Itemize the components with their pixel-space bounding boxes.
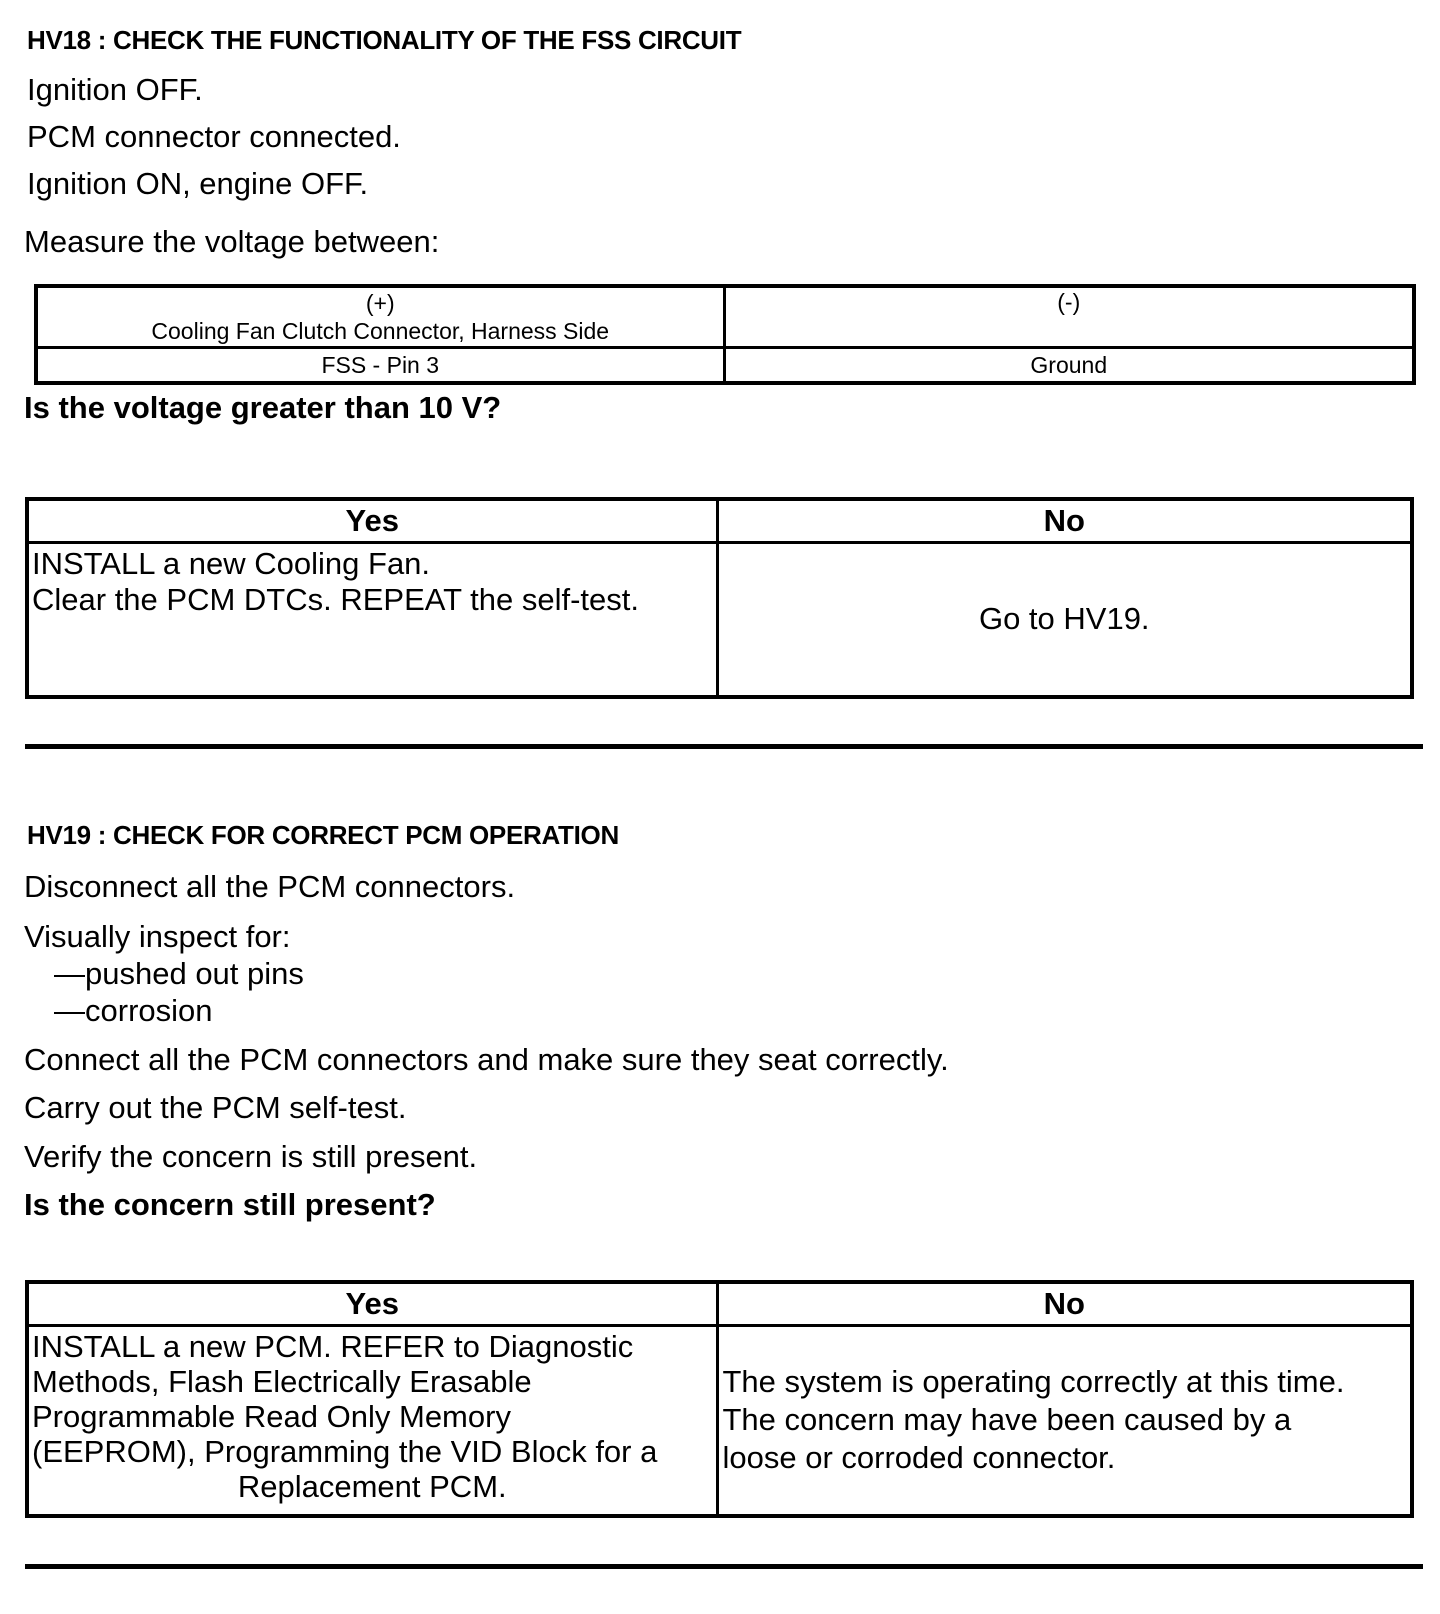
- hv19-title: HV19 : CHECK FOR CORRECT PCM OPERATION: [27, 820, 619, 850]
- hv19-yes-line-4: (EEPROM), Programming the VID Block for a: [32, 1434, 658, 1469]
- hv18-yes-line-1: INSTALL a new Cooling Fan.: [32, 546, 431, 581]
- hv19-result-table: [25, 1280, 1414, 1518]
- hv19-step-1: Disconnect all the PCM connectors.: [24, 869, 516, 904]
- hv19-no-line-2: The concern may have been caused by a: [722, 1402, 1292, 1438]
- hv18-result-table: [25, 497, 1414, 699]
- measure-positive-header-cell: [36, 286, 724, 348]
- inspect-item-pushed-out-pins: —pushed out pins: [54, 956, 304, 991]
- measure-negative-value: Ground: [724, 348, 1414, 384]
- hv19-yes-line-5: Replacement PCM.: [237, 1469, 507, 1504]
- hv18-step-2: PCM connector connected.: [27, 119, 401, 154]
- hv19-yes-line-3: Programmable Read Only Memory: [32, 1399, 511, 1434]
- hv18-yes-cell: [27, 543, 717, 697]
- hv19-step-5: Verify the concern is still present.: [24, 1139, 478, 1174]
- hv18-yes-header: Yes: [27, 499, 717, 543]
- hv18-yes-line-2: Clear the PCM DTCs. REPEAT the self-test.: [32, 582, 639, 617]
- hv18-title: HV18 : CHECK THE FUNCTIONALITY OF THE FSS CIRCUIT: [27, 25, 742, 55]
- section-divider-1: [25, 744, 1423, 749]
- hv18-step-4: Measure the voltage between:: [24, 224, 440, 259]
- hv19-step-4: Carry out the PCM self-test.: [24, 1090, 407, 1125]
- hv18-step-1: Ignition OFF.: [27, 72, 203, 107]
- measure-positive-value: FSS - Pin 3: [36, 348, 724, 384]
- measure-positive-header: (+): [365, 290, 395, 316]
- inspect-item-corrosion: —corrosion: [54, 993, 213, 1028]
- hv18-no-cell: Go to HV19.: [717, 543, 1412, 697]
- measure-negative-header: (-): [1057, 289, 1081, 315]
- hv19-no-cell: [717, 1326, 1412, 1516]
- measure-table: [34, 284, 1416, 385]
- hv18-question: Is the voltage greater than 10 V?: [24, 390, 502, 425]
- hv18-no-header: No: [717, 499, 1412, 543]
- hv19-no-line-3: loose or corroded connector.: [722, 1440, 1116, 1476]
- hv19-yes-line-1: INSTALL a new PCM. REFER to Diagnostic: [32, 1329, 634, 1364]
- hv19-step-2: Visually inspect for:: [24, 919, 291, 954]
- hv19-yes-cell: [27, 1326, 717, 1516]
- section-divider-2: [25, 1564, 1423, 1569]
- hv19-no-header: No: [717, 1282, 1412, 1326]
- hv19-no-line-1: The system is operating correctly at this time.: [722, 1364, 1345, 1400]
- hv19-question: Is the concern still present?: [24, 1187, 436, 1222]
- hv19-step-3: Connect all the PCM connectors and make sure they seat correctly.: [24, 1042, 949, 1077]
- hv19-inspect-block: [24, 918, 304, 1029]
- hv19-yes-header: Yes: [27, 1282, 717, 1326]
- hv19-yes-line-2: Methods, Flash Electrically Erasable: [32, 1364, 532, 1399]
- hv18-step-3: Ignition ON, engine OFF.: [27, 166, 369, 201]
- measure-negative-header-cell: [724, 286, 1414, 348]
- measure-positive-subheader: Cooling Fan Clutch Connector, Harness Side: [151, 318, 610, 344]
